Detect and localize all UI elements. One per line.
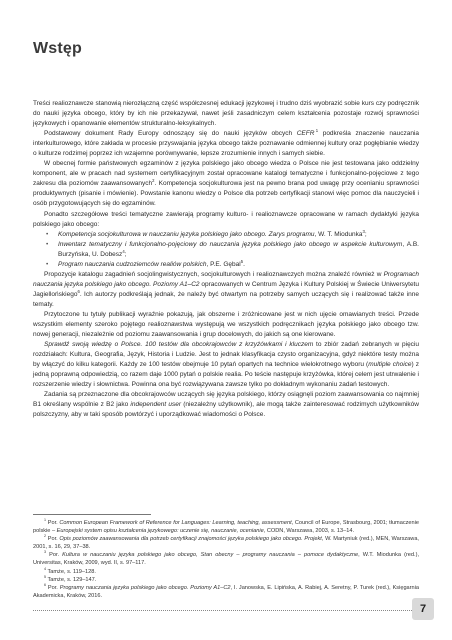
paragraph-5: Propozycje katalogu zagadnień socjolingwistycznych, socjokulturowych i realioznawczych można znaleźć również w Programach nauczania języka polskiego jako obcego. Poziomy A1–C2 opracowanych w Centrum Języka i Kultury Polskiej w Świecie Uniwersytetu Jagiellońskiego$^6$. Ich autorzy podkreślają jednak, że należy być otwartym na potrzeby samych uczących się i realizować także inne tematy. bbox=[33, 270, 419, 308]
program-list bbox=[33, 230, 419, 270]
list-item: • Program nauczania cudzoziemców realiów polskich, P.E. Gębal$^5$. bbox=[33, 260, 419, 270]
footnote-ref-4[interactable]: 4 bbox=[122, 248, 125, 254]
footnote-2: $^2$ Por. Opis poziomów zaawansowania dla potrzeb certyfikacji znajomości języka polskiego jako obcego. Projekt, W. Martyniuk (red.), MEN, Warszawa, 2001, s. 16, 29, 37–38. bbox=[33, 534, 419, 551]
footnote-divider bbox=[33, 514, 151, 515]
book-title: Sprawdź swoją wiedzę o Polsce. 100 testów dla obcokrajowców z krzyżówkami i kluczem bbox=[44, 341, 314, 349]
footnote-4: $^4$ Tamże, s. 119–128. bbox=[44, 566, 96, 575]
paragraph-4: Ponadto szczegółowe treści tematyczne zawierają programy kulturo- i realioznawcze opracowane w ramach dydaktyki języka polskiego jako obcego: bbox=[33, 210, 419, 228]
paragraph-8: Zadania są przeznaczone dla obcokrajowców uczących się języka polskiego, którzy osiągnęli poziom zaawansowania co najmniej B1 określany wspólnie z B2 jako independent user (niezależny użytkownik), ale mogą także zainteresować rodzimych użytkowników polszczyzny, aby w taki sposób powtórzyć i uporządkować wiadomości o Polsce. bbox=[33, 391, 419, 419]
footnote-1: $^1$ Por. Common European Framework of Reference for Languages: Learning, teaching, assessment, Council of Europe, Strasbourg, 2001; tłumaczenie polskie – Europejski system opisu kształcenia językowego: uczenie się, nauczanie, ocenianie, CODN, Warszawa, 2003, s. 13–14. bbox=[33, 518, 419, 535]
paragraph-7: Sprawdź swoją wiedzę o Polsce. 100 testów dla obcokrajowców z krzyżówkami i kluczem to zbiór zadań zebranych w pięciu rozdziałach: Kultura, Geografia, Język, Historia i Ludzie. Jest to jednak klasyfikacja czysto organizacyjna, gdyż niektóre testy można by włączyć do kilku kategorii. Każdy ze 100 testów obejmuje 10 pytań opartych na technice wielokrotnego wyboru (multiple choice) z jedną poprawną odpowiedzią, co razem daje 1000 pytań o polskie realia. Po teście następuje krzyżówka, której celem jest utrwalenie i rozszerzenie wiedzy i słownictwa. Powinna ona być rozwiązywana zawsze tylko po dokładnym wykonaniu zadań testowych. bbox=[33, 341, 419, 389]
section-heading: Wstęp bbox=[33, 40, 82, 57]
footnote-6: $^6$ Por. Programy nauczania języka polskiego jako obcego. Poziomy A1–C2, I. Janowska, E. Lipińska, A. Rabiej, A. Seretny, P. Turek (red.), Księgarnia Akademicka, Kraków, 2016. bbox=[33, 582, 419, 599]
footnote-ref-6[interactable]: 6 bbox=[77, 288, 80, 294]
paragraph-6: Przytoczone tu tytuły publikacji wyraźnie pokazują, jak obszerne i zróżnicowane jest w nich ujęcie omawianych treści. Przede wszystkim elementy szeroko pojętego realioznawstwa występują we wszystkich podręcznikach języka polskiego jako obcego tzw. nowej generacji, niezależnie od poziomu zaawansowania i grup docelowych, do jakich są one kierowane. bbox=[33, 310, 419, 339]
list-item: • Inwentarz tematyczny i funkcjonalno-pojęciowy do nauczania języka polskiego jako obcego w aspekcie kulturowym, A.B. Burzyńska, U. Dobesz$^4$; bbox=[33, 240, 419, 260]
paragraph-2: Podstawowy dokument Rady Europy odnoszący się do nauki języków obcych CEFR $^1$ podkreśla znaczenie nauczania interkulturowego, które zakłada w procesie przyswajania języka obcego także poznawanie odmiennej kultury oraz pogłębianie wiedzy o kulturze rodzimej poprzez ich wzajemne porównywanie, lepsze zrozumienie innych i samych siebie. bbox=[33, 127, 419, 158]
footnote-5: $^5$ Tamże, s. 129–147. bbox=[44, 574, 97, 583]
paragraph-1: Treści realioznawcze stanowią nierozłączną część współczesnej edukacji językowej i trudno dziś wyobrazić sobie kurs czy podręcznik do nauki języka obcego, który by ich nie przekazywał, nawet jeśli zasadniczym celem kształcenia pozostaje rozwój sprawności językowych i opanowanie elementów strukturalno-leksykalnych. bbox=[33, 100, 419, 128]
list-item: • Kompetencja socjokulturowa w nauczaniu języka polskiego jako obcego. Zarys programu, W. T. Miodunka$^3$; bbox=[33, 230, 419, 240]
dotted-divider bbox=[33, 610, 412, 611]
footnote-ref-5[interactable]: 5 bbox=[240, 258, 244, 264]
body-text bbox=[33, 99, 419, 421]
footnote-ref-3[interactable]: 3 bbox=[362, 228, 365, 234]
footnotes bbox=[33, 519, 419, 600]
paragraph-3: W obecnej formie państwowych egzaminów z języka polskiego jako obcego wiedza o Polsce nie jest testowana jako oddzielny komponent, ale w pracach nad systemem certyfikacyjnym został opracowane katalogi tematyczne i funkcjonalno-pojęciowe z tego zakresu dla poziomów zaawansowanych$^2$. Kompetencja socjokulturowa jest na pewno brana pod uwagę przy ocenianiu sprawności produktywnych (pisanie i mówienie). Powstanie kanonu wiedzy o Polsce dla potrzeb certyfikacji stanowi więc pomoc dla nauczycieli i osób przygotowujących się do egzaminów. bbox=[33, 160, 419, 208]
page-number: 7 bbox=[412, 598, 434, 620]
cefr-term: CEFR bbox=[296, 130, 315, 138]
footnote-3: $^3$ Por. Kultura w nauczaniu języka polskiego jako obcego, Stan obecny – programy nauczania – pomoce dydaktyczne, W.T. Miodunka (red.), Universitas, Kraków, 2009, wyd. II, s. 97–117. bbox=[33, 550, 419, 567]
footnote-ref-2[interactable]: 2 bbox=[152, 178, 155, 184]
footnote-ref-1[interactable]: 1 bbox=[315, 127, 319, 133]
